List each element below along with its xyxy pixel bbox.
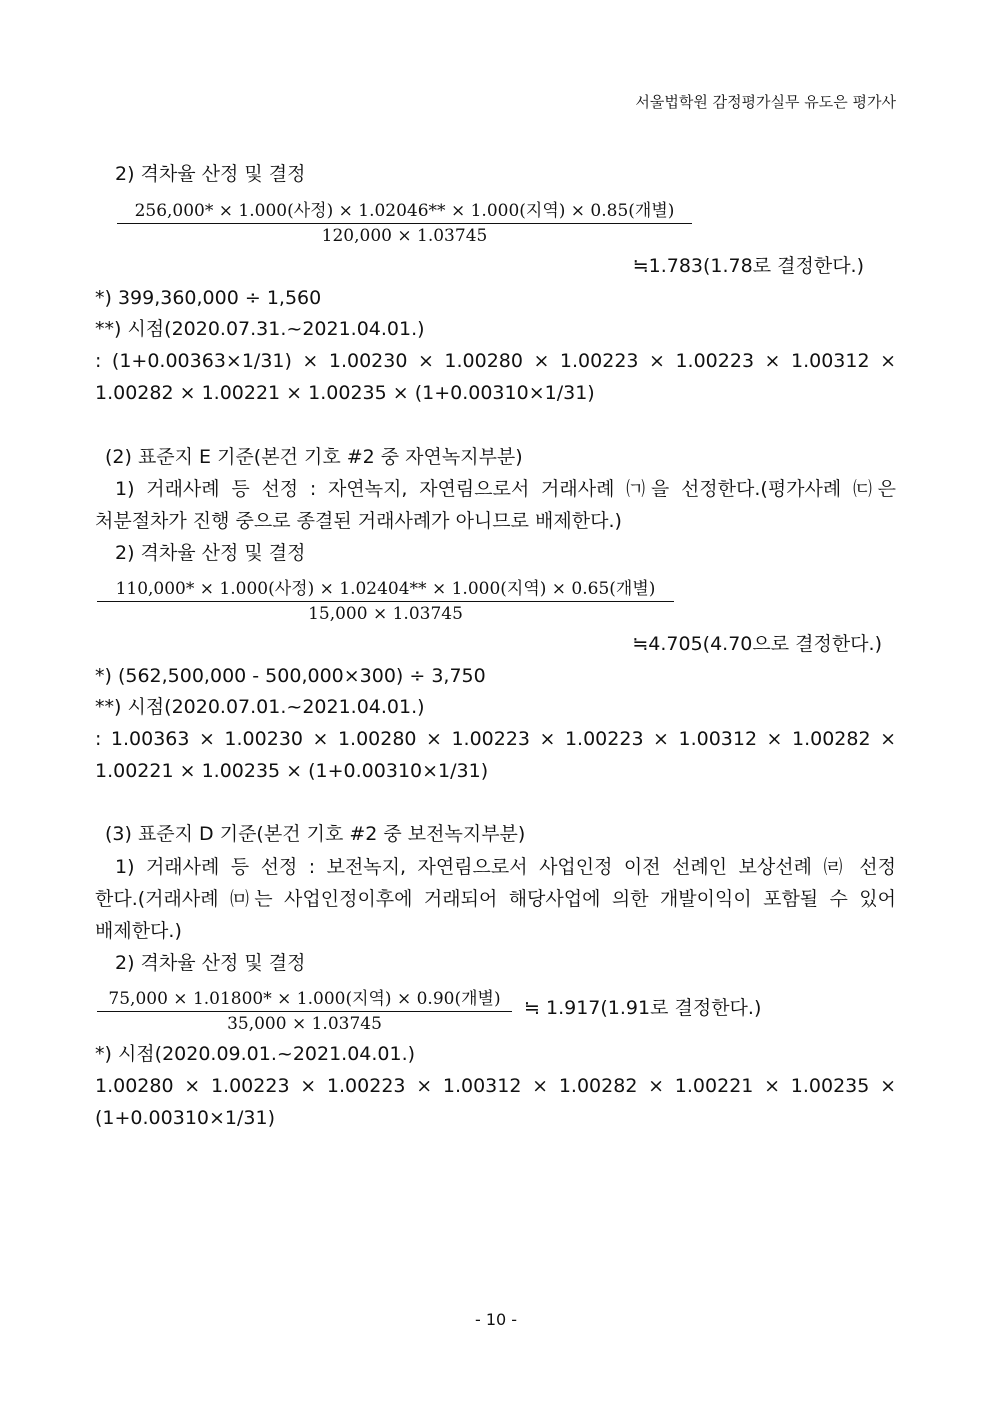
section1-heading: 2) 격차율 산정 및 결정 <box>115 163 306 185</box>
section2-calc-line2: 1.00221 × 1.00235 × (1+0.00310×1/31) <box>95 760 489 782</box>
section3-fraction <box>97 984 512 1034</box>
section2-item1-line1: 1) 거래사례 등 선정 : 자연녹지, 자연림으로서 거래사례 ㈀을 선정한다.(평가사례 ㈂은 <box>115 478 896 500</box>
section2-title: (2) 표준지 E 기준(본건 기호 #2 중 자연녹지부분) <box>105 446 523 468</box>
section3-item1-line1: 1) 거래사례 등 선정 : 보전녹지, 자연림으로서 사업인정 이전 선례인 보상선례 ㈃ 선정 <box>115 856 896 878</box>
section1-note2: **) 시점(2020.07.31.~2021.04.01.) <box>95 318 425 340</box>
section2-calc-line1: : 1.00363 × 1.00230 × 1.00280 × 1.00223 × 1.00223 × 1.00312 × 1.00282 × <box>95 728 896 750</box>
section1-fraction-numerator: 256,000* × 1.000(사정) × 1.02046** × 1.000(지역) × 0.85(개별) <box>117 196 692 224</box>
section3-note1: *) 시점(2020.09.01.~2021.04.01.) <box>95 1043 416 1065</box>
section2-fraction-denominator: 15,000 × 1.03745 <box>308 604 463 624</box>
section1-fraction-denominator: 120,000 × 1.03745 <box>321 226 488 246</box>
section2-heading: 2) 격차율 산정 및 결정 <box>115 542 306 564</box>
section2-fraction <box>97 574 674 624</box>
section3-result: ≒ 1.917(1.91로 결정한다.) <box>524 997 762 1019</box>
section3-item1-line2: 한다.(거래사례 ㈄는 사업인정이후에 거래되어 해당사업에 의한 개발이익이 포함될 수 있어 <box>95 888 896 910</box>
page-number: - 10 - <box>474 1310 518 1329</box>
section3-title: (3) 표준지 D 기준(본건 기호 #2 중 보전녹지부분) <box>105 823 526 845</box>
section1-calc-line1: : (1+0.00363×1/31) × 1.00230 × 1.00280 × 1.00223 × 1.00223 × 1.00312 × <box>95 350 896 372</box>
section3-fraction-denominator: 35,000 × 1.03745 <box>227 1014 382 1034</box>
section1-calc-line2: 1.00282 × 1.00221 × 1.00235 × (1+0.00310×1/31) <box>95 382 595 404</box>
section2-note1: *) (562,500,000 - 500,000×300) ÷ 3,750 <box>95 665 486 687</box>
page-header: 서울법학원 감정평가실무 유도은 평가사 <box>635 93 896 111</box>
section2-result: ≒4.705(4.70으로 결정한다.) <box>632 633 882 655</box>
section3-calc-line1: 1.00280 × 1.00223 × 1.00223 × 1.00312 × 1.00282 × 1.00221 × 1.00235 × <box>95 1075 896 1097</box>
section3-item1-line3: 배제한다.) <box>95 920 182 942</box>
section2-item1-line2: 처분절차가 진행 중으로 종결된 거래사례가 아니므로 배제한다.) <box>95 510 622 532</box>
section3-heading: 2) 격차율 산정 및 결정 <box>115 952 306 974</box>
section3-calc-line2: (1+0.00310×1/31) <box>95 1107 275 1129</box>
section3-fraction-numerator: 75,000 × 1.01800* × 1.000(지역) × 0.90(개별) <box>97 984 512 1012</box>
section2-note2: **) 시점(2020.07.01.~2021.04.01.) <box>95 696 425 718</box>
section2-fraction-numerator: 110,000* × 1.000(사정) × 1.02404** × 1.000(지역) × 0.65(개별) <box>97 574 674 602</box>
section1-result: ≒1.783(1.78로 결정한다.) <box>632 255 864 277</box>
section1-fraction <box>117 196 692 246</box>
section1-note1: *) 399,360,000 ÷ 1,560 <box>95 287 322 309</box>
